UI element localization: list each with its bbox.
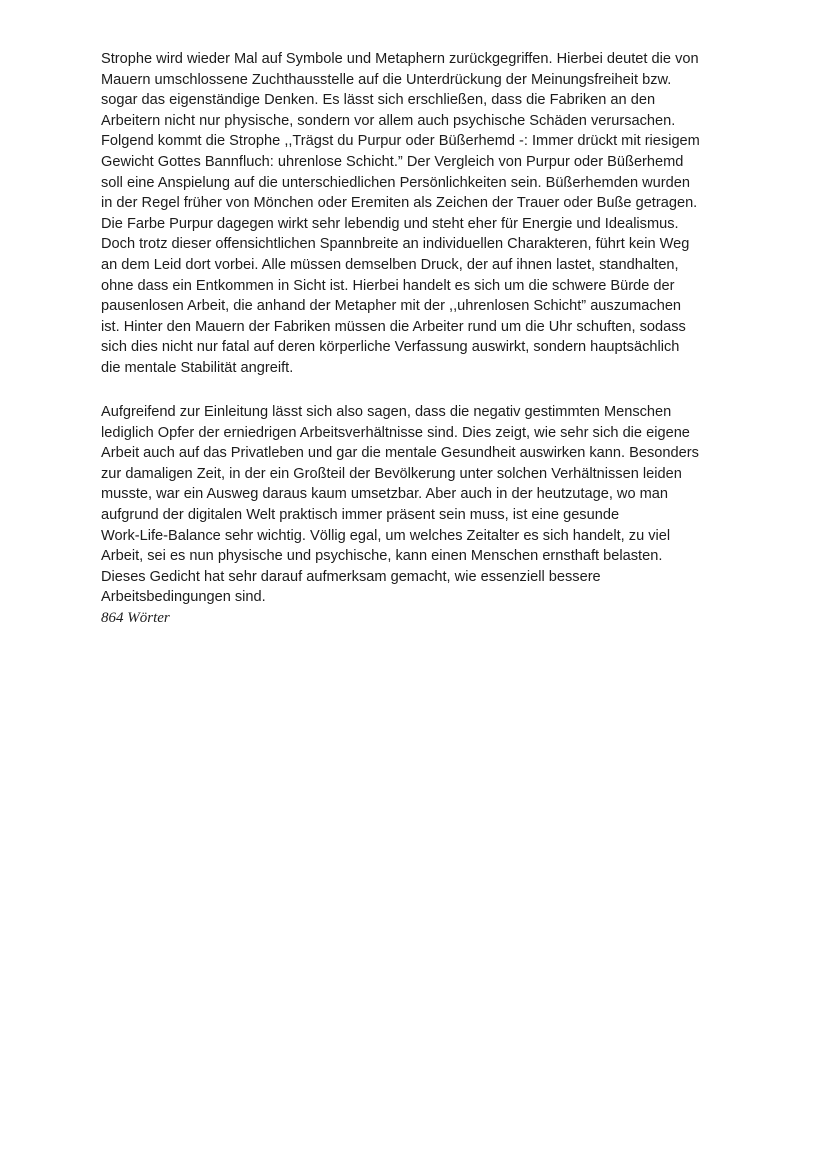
text-line: Arbeitern nicht nur physische, sondern vor allem auch psychische Schäden verursachen. (101, 112, 676, 129)
text-line: lediglich Opfer der erniedrigen Arbeitsverhältnisse sind. Dies zeigt, wie sehr sich die eigene (101, 424, 690, 441)
text-line: musste, war ein Ausweg daraus kaum umsetzbar. Aber auch in der heutzutage, wo man (101, 486, 669, 503)
text-line: in der Regel früher von Mönchen oder Eremiten als Zeichen der Trauer oder Buße getragen. (101, 195, 698, 212)
text-line: Gewicht Gottes Bannfluch: uhrenlose Schicht.” Der Vergleich von Purpur oder Büßerhemd (101, 153, 684, 170)
text-line: Die Farbe Purpur dagegen wirkt sehr lebendig und steht eher für Energie und Idealismus. (101, 215, 679, 232)
text-line: sich dies nicht nur fatal auf deren körperliche Verfassung auswirkt, sondern hauptsächlich (101, 339, 680, 356)
text-line: Mauern umschlossene Zuchthausstelle auf die Unterdrückung der Meinungsfreiheit bzw. (101, 71, 672, 88)
text-line: Work-Life-Balance sehr wichtig. Völlig egal, um welches Zeitalter es sich handelt, zu viel (101, 527, 671, 544)
text-line: aufgrund der digitalen Welt praktisch immer präsent sein muss, ist eine gesunde (101, 506, 620, 523)
paragraph-1 (101, 49, 741, 379)
text-line: Folgend kommt die Strophe ,,Trägst du Purpur oder Büßerhemd -: Immer drückt mit riesigem (101, 133, 700, 150)
text-line: Arbeit auch auf das Privatleben und gar die mentale Gesundheit auswirken kann. Besonders (101, 445, 699, 462)
text-line: ohne dass ein Entkommen in Sicht ist. Hierbei handelt es sich um die schwere Bürde der (101, 277, 675, 294)
text-line: an dem Leid dort vorbei. Alle müssen demselben Druck, der auf ihnen lastet, standhalten, (101, 256, 679, 273)
text-line: ist. Hinter den Mauern der Fabriken müssen die Arbeiter rund um die Uhr schuften, sodass (101, 318, 686, 335)
text-line: zur damaligen Zeit, in der ein Großteil der Bevölkerung unter solchen Verhältnissen leiden (101, 465, 682, 482)
text-line: Strophe wird wieder Mal auf Symbole und Metaphern zurückgegriffen. Hierbei deutet die von (101, 51, 699, 67)
text-line: Aufgreifend zur Einleitung lässt sich also sagen, dass die negativ gestimmten Menschen (101, 404, 672, 420)
text-line: Dieses Gedicht hat sehr darauf aufmerksam gemacht, wie essenziell bessere (101, 568, 601, 585)
text-line: Arbeit, sei es nun physische und psychische, kann einen Menschen ernsthaft belasten. (101, 548, 663, 565)
word-count: 864 Wörter (101, 609, 170, 626)
text-line: Doch trotz dieser offensichtlichen Spannbreite an individuellen Charakteren, führt kein Weg (101, 236, 690, 253)
text-line: soll eine Anspielung auf die unterschiedlichen Persönlichkeiten sein. Büßerhemden wurden (101, 174, 690, 191)
paragraph-2 (101, 402, 741, 629)
text-line: sogar das eigenständige Denken. Es lässt sich erschließen, dass die Fabriken an den (101, 92, 656, 109)
text-line: pausenlosen Arbeit, die anhand der Metapher mit der ,,uhrenlosen Schicht” auszumachen (101, 298, 682, 315)
text-line: Arbeitsbedingungen sind. (101, 589, 266, 606)
text-line: die mentale Stabilität angreift. (101, 359, 294, 376)
